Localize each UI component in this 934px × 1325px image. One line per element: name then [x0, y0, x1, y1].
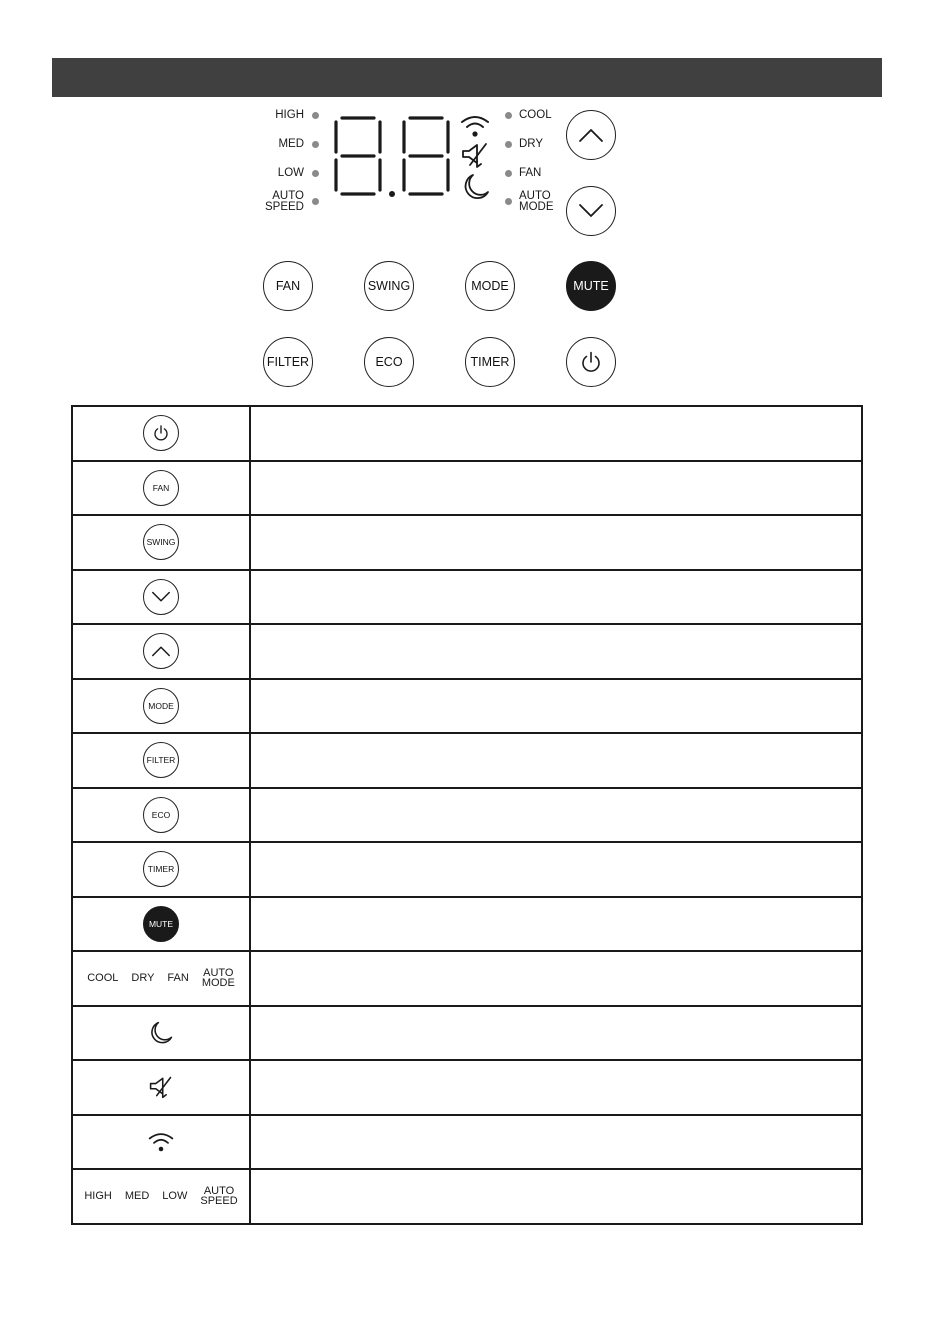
chevron-up-icon [151, 645, 171, 657]
up-button[interactable] [566, 110, 616, 160]
legend-icon-cell [72, 461, 250, 516]
table-row [72, 406, 862, 461]
indicator-label-auto-mode [519, 191, 554, 213]
legend-label-cool: COOL [87, 972, 119, 985]
table-row [72, 1169, 862, 1224]
table-row [72, 515, 862, 570]
legend-table [71, 405, 863, 1225]
header-bar [52, 58, 882, 97]
indicator-label-cool: COOL [519, 109, 552, 121]
indicator-label-fan: FAN [519, 167, 542, 179]
auto-mode-line-1: AUTO [519, 190, 551, 202]
legend-speed-labels [73, 1186, 249, 1207]
seven-segment-display [330, 112, 458, 204]
wifi-icon [459, 114, 491, 138]
moon-icon [461, 172, 491, 202]
legend-description [250, 1006, 862, 1061]
chevron-down-icon [151, 591, 171, 603]
table-row [72, 570, 862, 625]
legend-description [250, 515, 862, 570]
chevron-up-icon [578, 127, 604, 143]
legend-description [250, 624, 862, 679]
legend-description [250, 1169, 862, 1224]
down-button[interactable] [566, 186, 616, 236]
legend-label-med: MED [124, 1190, 150, 1203]
legend-label-auto-speed [200, 1186, 237, 1207]
legend-description [250, 1060, 862, 1115]
eco-button[interactable]: ECO [364, 337, 414, 387]
mode-button[interactable]: MODE [465, 261, 515, 311]
indicator-label-low: LOW [277, 167, 304, 179]
table-row [72, 1060, 862, 1115]
indicator-label-med: MED [278, 138, 304, 150]
legend-icon-cell [72, 733, 250, 788]
legend-description [250, 897, 862, 952]
legend-icon-cell [72, 1115, 250, 1170]
legend-description [250, 570, 862, 625]
legend-label-auto-mode [202, 968, 235, 989]
legend-swing-button: SWING [143, 524, 179, 560]
swing-button[interactable]: SWING [364, 261, 414, 311]
auto-speed-line-2: SPEED [200, 1195, 238, 1208]
legend-icon-cell [72, 570, 250, 625]
table-row [72, 1006, 862, 1061]
indicator-label-auto-speed [244, 191, 304, 213]
legend-up-button [143, 633, 179, 669]
table-row [72, 788, 862, 843]
table-row [72, 461, 862, 516]
legend-icon-cell [72, 1169, 250, 1224]
legend-description [250, 406, 862, 461]
legend-timer-button: TIMER [143, 851, 179, 887]
auto-mode-line-2: MODE [519, 201, 554, 213]
indicator-dot-high [312, 112, 319, 119]
auto-speed-line-1: AUTO [272, 190, 304, 202]
legend-icon-cell [72, 624, 250, 679]
legend-fan-button: FAN [143, 470, 179, 506]
legend-description [250, 842, 862, 897]
legend-icon-cell [72, 515, 250, 570]
legend-down-button [143, 579, 179, 615]
legend-eco-button: ECO [143, 797, 179, 833]
legend-description [250, 1115, 862, 1170]
legend-icon-cell [72, 1006, 250, 1061]
indicator-dot-cool [505, 112, 512, 119]
legend-icon-cell [72, 406, 250, 461]
legend-description [250, 733, 862, 788]
table-row [72, 842, 862, 897]
legend-icon-cell [72, 1060, 250, 1115]
power-icon [579, 350, 603, 374]
legend-label-dry: DRY [131, 972, 155, 985]
legend-icon-cell [72, 951, 250, 1006]
table-row [72, 624, 862, 679]
timer-button[interactable]: TIMER [465, 337, 515, 387]
power-button[interactable] [566, 337, 616, 387]
legend-icon-cell [72, 788, 250, 843]
legend-icon-cell [72, 679, 250, 734]
legend-description [250, 788, 862, 843]
indicator-dot-low [312, 170, 319, 177]
legend-description [250, 461, 862, 516]
legend-icon-cell [72, 897, 250, 952]
chevron-down-icon [578, 203, 604, 219]
auto-mode-line-2: MODE [201, 977, 235, 990]
legend-description [250, 951, 862, 1006]
moon-icon [148, 1020, 174, 1046]
legend-label-high: HIGH [84, 1190, 112, 1203]
auto-speed-line-1: AUTO [203, 1184, 235, 1197]
legend-mode-button: MODE [143, 688, 179, 724]
mute-button[interactable]: MUTE [566, 261, 616, 311]
filter-button[interactable]: FILTER [263, 337, 313, 387]
indicator-dot-dry [505, 141, 512, 148]
mute-speaker-icon [460, 141, 490, 169]
legend-description [250, 679, 862, 734]
legend-mute-button: MUTE [143, 906, 179, 942]
indicator-dot-fan [505, 170, 512, 177]
indicator-label-dry: DRY [519, 138, 544, 150]
table-row [72, 733, 862, 788]
decimal-point [389, 191, 395, 197]
table-row [72, 897, 862, 952]
legend-filter-button: FILTER [143, 742, 179, 778]
table-row [72, 951, 862, 1006]
indicator-dot-auto-speed [312, 198, 319, 205]
auto-speed-line-2: SPEED [265, 201, 304, 213]
mute-speaker-icon [148, 1074, 174, 1100]
wifi-icon [147, 1131, 175, 1153]
legend-power-button [143, 415, 179, 451]
indicator-dot-auto-mode [505, 198, 512, 205]
table-row [72, 1115, 862, 1170]
auto-mode-line-1: AUTO [203, 966, 234, 979]
legend-icon-cell [72, 842, 250, 897]
legend-label-low: LOW [162, 1190, 188, 1203]
table-row [72, 679, 862, 734]
power-icon [152, 424, 170, 442]
legend-mode-labels [73, 968, 249, 989]
legend-label-fan: FAN [167, 972, 189, 985]
indicator-label-high: HIGH [275, 109, 304, 121]
indicator-dot-med [312, 141, 319, 148]
fan-button[interactable]: FAN [263, 261, 313, 311]
